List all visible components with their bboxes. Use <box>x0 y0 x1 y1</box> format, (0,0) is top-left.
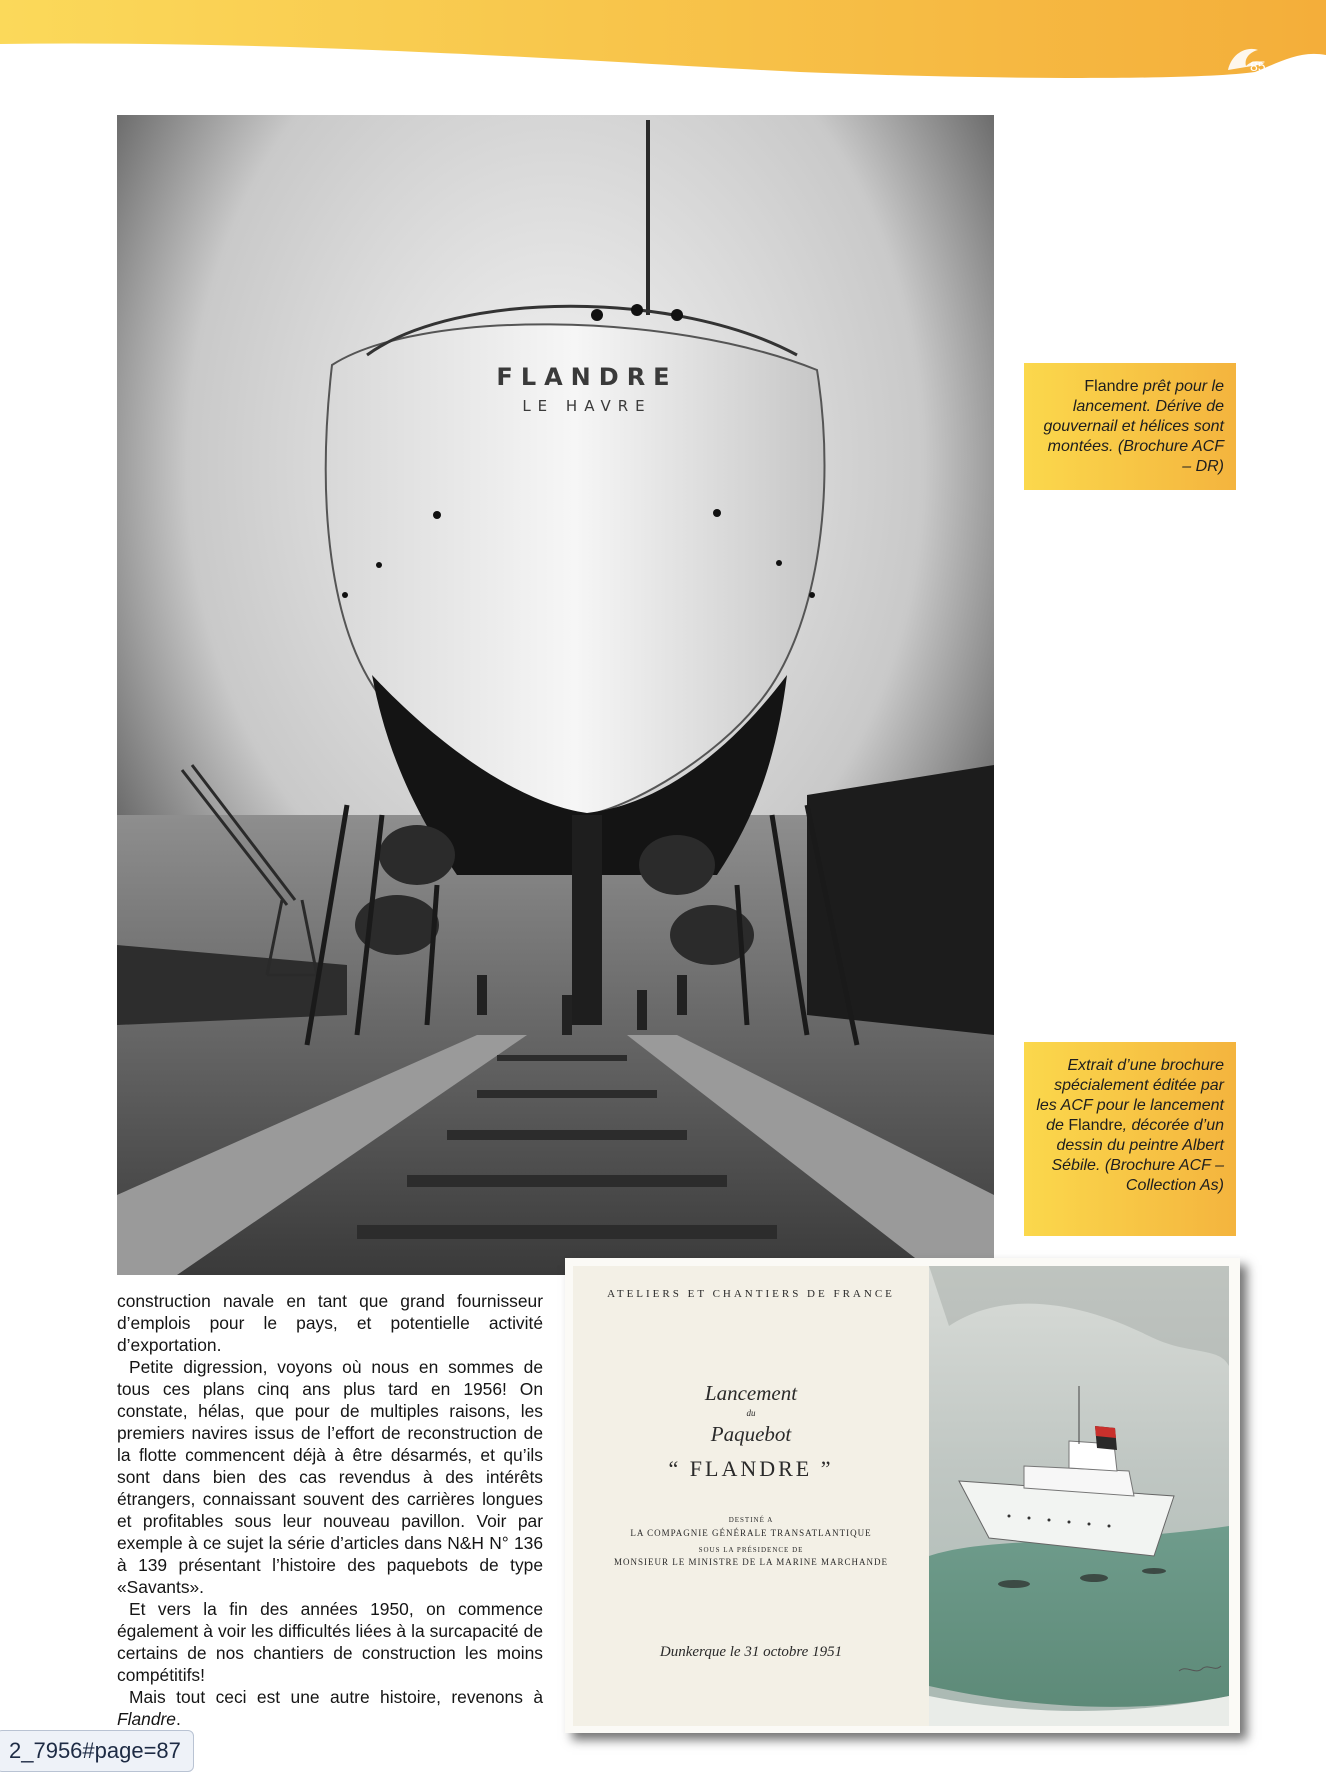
brochure-ship-title: “ FLANDRE ” <box>668 1456 834 1481</box>
brochure-title-line: Lancement <box>704 1381 798 1405</box>
article-paragraph: construction navale en tant que grand fournisseur d’emplois pour le pays, et potentielle activité d’exportation. <box>117 1291 543 1355</box>
article-paragraph: Petite digression, voyons où nous en sommes de tous ces plans cinq ans plus tard en 1956! On constate, hélas, que pour de multiples raisons, les premiers navires issus de l’effort de reconstruction de la flotte commencent déjà à être désarmés, et qu’ils sont dans bien des cas revendus à des intérêts étrangers, connaissant souvent des carrières longues et profitables sous leur nouveau pavillon. Voir par exemple à ce sujet la série d’articles dans N&H N° 136 à 139 présentant l’histoire des paquebots de type «Savants». <box>117 1357 543 1597</box>
brochure-header: ATELIERS ET CHANTIERS DE FRANCE <box>607 1288 895 1300</box>
paragraph-text: Mais tout ceci est une autre histoire, revenons à <box>129 1687 543 1707</box>
article-paragraph: Et vers la fin des années 1950, on commence également à voir les difficultés liées à la surcapacité de certains de nos chantiers de construction les moins compétitifs! <box>117 1599 543 1685</box>
brochure-caption <box>1024 1042 1236 1236</box>
port-lettering: LE HAVRE <box>522 397 652 415</box>
caption-ship-name: Flandre <box>1084 378 1139 395</box>
url-fragment-label[interactable]: 2_7956#page=87 <box>0 1730 194 1772</box>
caption-text: prêt pour le lancement. Dérive de gouvernail et hélices sont montées. (Brochure ACF – DR) <box>1043 378 1224 475</box>
brochure-destine: DESTINÉ A <box>728 1516 774 1524</box>
ship-launch-photo <box>117 115 994 1275</box>
brochure-cover <box>573 1266 929 1726</box>
page-number: 85 <box>1250 58 1266 74</box>
ship-name-italic: Flandre <box>117 1709 176 1729</box>
watercolor-painting <box>929 1266 1229 1726</box>
top-banner <box>0 0 1326 90</box>
caption-text-part2: , décorée d’un dessin du peintre Albert Sébile. (Brochure ACF – Collection As) <box>1051 1117 1224 1194</box>
caption-text-part1: Extrait d’une brochure spécialement éditée par les ACF pour le lancement de <box>1036 1057 1224 1134</box>
brochure-date: Dunkerque le 31 octobre 1951 <box>659 1644 843 1660</box>
ship-name-lettering: FLANDRE <box>496 363 678 391</box>
brochure-company: LA COMPAGNIE GÉNÉRALE TRANSATLANTIQUE <box>630 1528 872 1538</box>
photo-caption <box>1024 363 1236 490</box>
article-body <box>117 1290 543 1730</box>
brochure-minister: MONSIEUR LE MINISTRE DE LA MARINE MARCHANDE <box>614 1557 888 1567</box>
brochure-presidence: SOUS LA PRÉSIDENCE DE <box>698 1546 804 1554</box>
paragraph-end: . <box>175 1709 181 1729</box>
article-paragraph <box>117 1686 543 1730</box>
launch-brochure <box>565 1258 1240 1733</box>
brochure-title-line: Paquebot <box>710 1422 792 1446</box>
caption-ship-name: Flandre <box>1068 1117 1123 1134</box>
brochure-title-du: du <box>746 1408 756 1418</box>
